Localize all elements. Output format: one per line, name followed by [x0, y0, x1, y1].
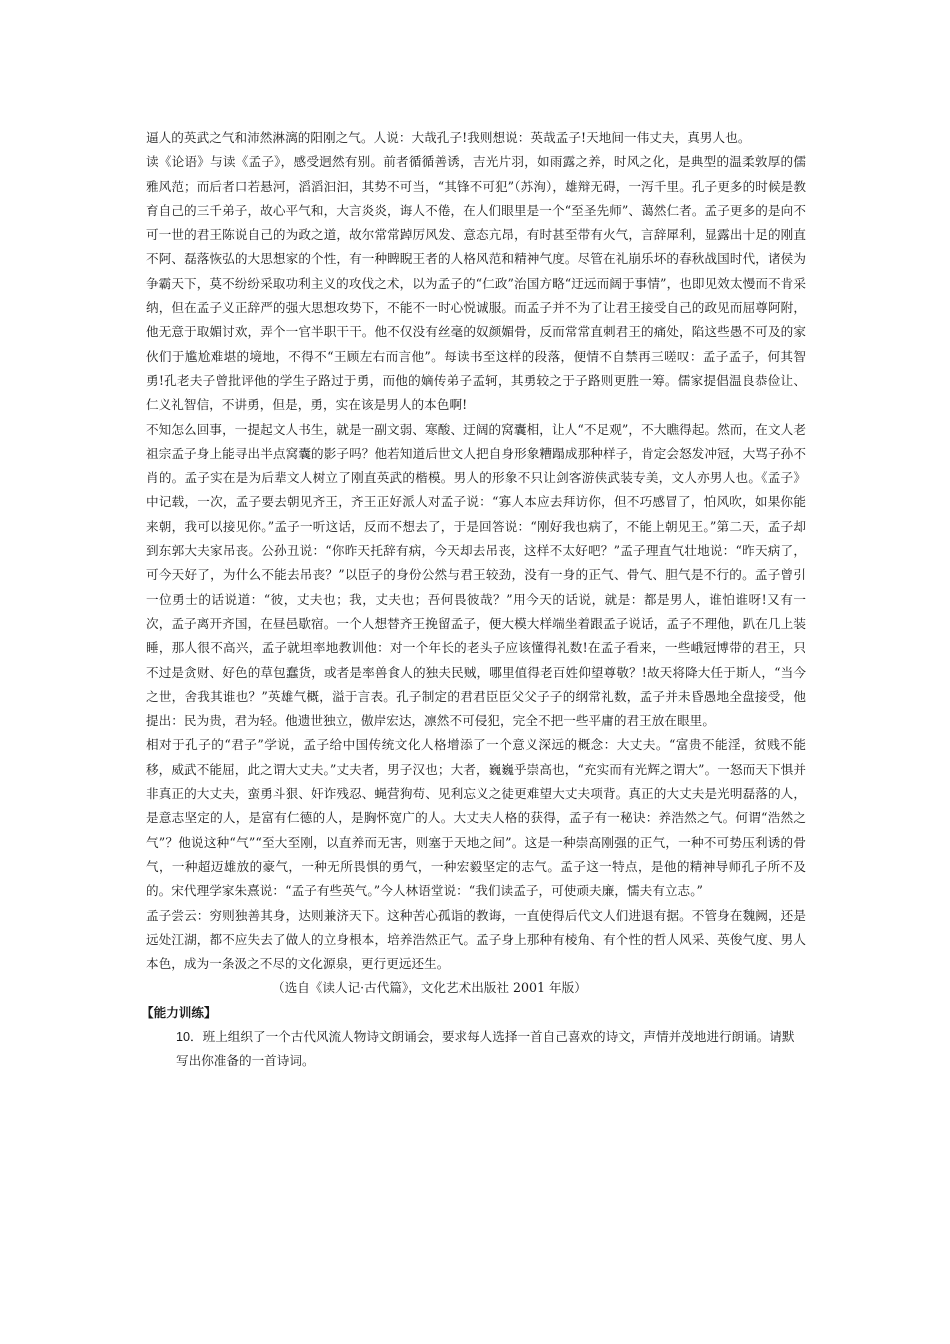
article-paragraph-2: 读《论语》与读《孟子》，感受迥然有别。前者循循善诱，吉光片羽，如雨露之养，时风之化，是典型的温柔敦厚的儒雅风范；而后者口若悬河，滔滔汩汩，其势不可当，“其锋不可犯”（苏洵），雄辩无碍，一泻千里。孔子更多的时候是教育自己的三千弟子，故心平气和，大言炎炎，诲人不倦，在人们眼里是一个“至圣先师”、蔼然仁者。孟子更多的是向不可一世的君王陈说自己的为政之道，故尔常常踔厉风发、意态亢昂，有时甚至带有火气，言辞犀利，显露出十足的刚直不阿、磊落恢弘的大思想家的个性，有一种睥睨王者的人格风范和精神气度。尽管在礼崩乐坏的春秋战国时代，诸侯为争霸天下，莫不纷纷采取功利主义的攻伐之术，以为孟子的“仁政”治国方略“迂远而阔于事情”，也即见效太慢而不肯采纳，但在孟子义正辞严的强大思想攻势下，不能不一时心悦诚服。而孟子并不为了让君王接受自己的政见而屈尊阿附，他无意于取媚讨欢，弄个一官半职干干。他不仅没有丝毫的奴颜媚骨，反而常常直刺君王的痛处，陷这些愚不可及的家伙们于尴尬难堪的境地，不得不“王顾左右而言他”。每读书至这样的段落，便情不自禁再三嗟叹：孟子孟子，何其智勇!孔老夫子曾批评他的学生子路过于勇，而他的嫡传弟子孟轲，其勇较之于子路则更胜一筹。儒家提倡温良恭俭让、仁义礼智信，不讲勇，但是，勇，实在该是男人的本色啊! [146, 154, 806, 413]
article-source: （选自《读人记·古代篇》，文化艺术出版社 2001 年版） [272, 980, 587, 996]
question-number: 10． [176, 1029, 203, 1044]
article-paragraph-3: 不知怎么回事，一提起文人书生，就是一副文弱、寒酸、迂阔的窝囊相，让人“不足观”，不大瞧得起。然而，在文人老祖宗孟子身上能寻出半点窝囊的影子吗？他若知道后世文人把自身形象糟蹋成那种样子，肯定会怒发冲冠，大骂子孙不肖的。孟子实在是为后辈文人树立了刚直英武的楷模。男人的形象不只让剑客游侠武装专美，文人亦男人也。《孟子》中记载，一次，孟子要去朝见齐王，齐王正好派人对孟子说：“寡人本应去拜访你，但不巧感冒了，怕风吹，如果你能来朝，我可以接见你。”孟子一听这话，反而不想去了，于是回答说：“刚好我也病了，不能上朝见王。”第二天，孟子却到东郭大夫家吊丧。公孙丑说：“你昨天托辞有病，今天却去吊丧，这样不太好吧？”孟子理直气壮地说：“昨天病了，可今天好了，为什么不能去吊丧？”以臣子的身份公然与君王较劲，没有一身的正气、骨气、胆气是不行的。孟子曾引一位勇士的话说道：“彼，丈夫也；我，丈夫也；吾何畏彼哉？”用今天的话说，就是：都是男人，谁怕谁呀!又有一次，孟子离开齐国，在昼邑歇宿。一个人想替齐王挽留孟子，便大模大样端坐着跟孟子说话，孟子不理他，趴在几上装睡，那人很不高兴，孟子就坦率地教训他：对一个年长的老头子应该懂得礼数!在孟子看来，一些峨冠博带的君王，只不过是贪财、好色的草包蠢货，或者是率兽食人的独夫民贼，哪里值得老百姓仰望尊敬？!故天将降大任于斯人，“当今之世，舍我其谁也？”英雄气概，溢于言表。孔子制定的君君臣臣父父子子的纲常礼数，孟子并未昏愚地全盘接受，他提出：民为贵，君为轻。他遗世独立，傲岸宏达，凛然不可侵犯，完全不把一些平庸的君王放在眼里。 [146, 421, 806, 729]
article-paragraph-1: 逼人的英武之气和沛然淋漓的阳刚之气。人说：大哉孔子!我则想说：英哉孟子!天地间一伟丈夫，真男人也。 [146, 130, 751, 145]
article-paragraph-5: 孟子尝云：穷则独善其身，达则兼济天下。这种苦心孤诣的教诲，一直使得后代文人们进退有据。不管身在魏阙，还是远处江湖，都不应失去了做人的立身根本，培养浩然正气。孟子身上那种有棱角、有个性的哲人风采、英俊气度、男人本色，成为一条汲之不尽的文化源泉，更行更远还生。 [146, 907, 806, 972]
article-paragraph-4: 相对于孔子的“君子”学说，孟子给中国传统文化人格增添了一个意义深远的概念：大丈夫。“富贵不能淫，贫贱不能移，威武不能屈，此之谓大丈夫。”丈夫者，男子汉也；大者，巍巍乎崇高也，“充实而有光辉之谓大”。一怒而天下惧并非真正的大丈夫，蛮勇斗狠、奸诈残忍、蝇营狗苟、见利忘义之徒更难望大丈夫项背。真正的大丈夫是光明磊落的人，是意志坚定的人，是富有仁德的人，是胸怀宽广的人。大丈夫人格的获得，孟子有一秘诀：养浩然之气。何谓“浩然之气”？他说这种“气”“至大至刚，以直养而无害，则塞于天地之间”。这是一种崇高刚强的正气，一种不可势压利诱的骨气，一种超迈雄放的豪气，一种无所畏惧的勇气，一种宏毅坚定的志气。孟子这一特点，是他的精神导师孔子所不及的。宋代理学家朱熹说：“孟子有些英气。”今人林语堂说：“我们读孟子，可使顽夫廉，懦夫有立志。” [146, 737, 806, 899]
question-text: 班上组织了一个古代风流人物诗文朗诵会，要求每人选择一首自己喜欢的诗文，声情并茂地进行朗诵。请默写出你准备的一首诗词。 [176, 1028, 795, 1069]
article-body [146, 126, 806, 976]
document-page [141, 126, 806, 1074]
question-10 [146, 1025, 806, 1074]
section-title: 【能力训练】 [141, 1004, 217, 1020]
